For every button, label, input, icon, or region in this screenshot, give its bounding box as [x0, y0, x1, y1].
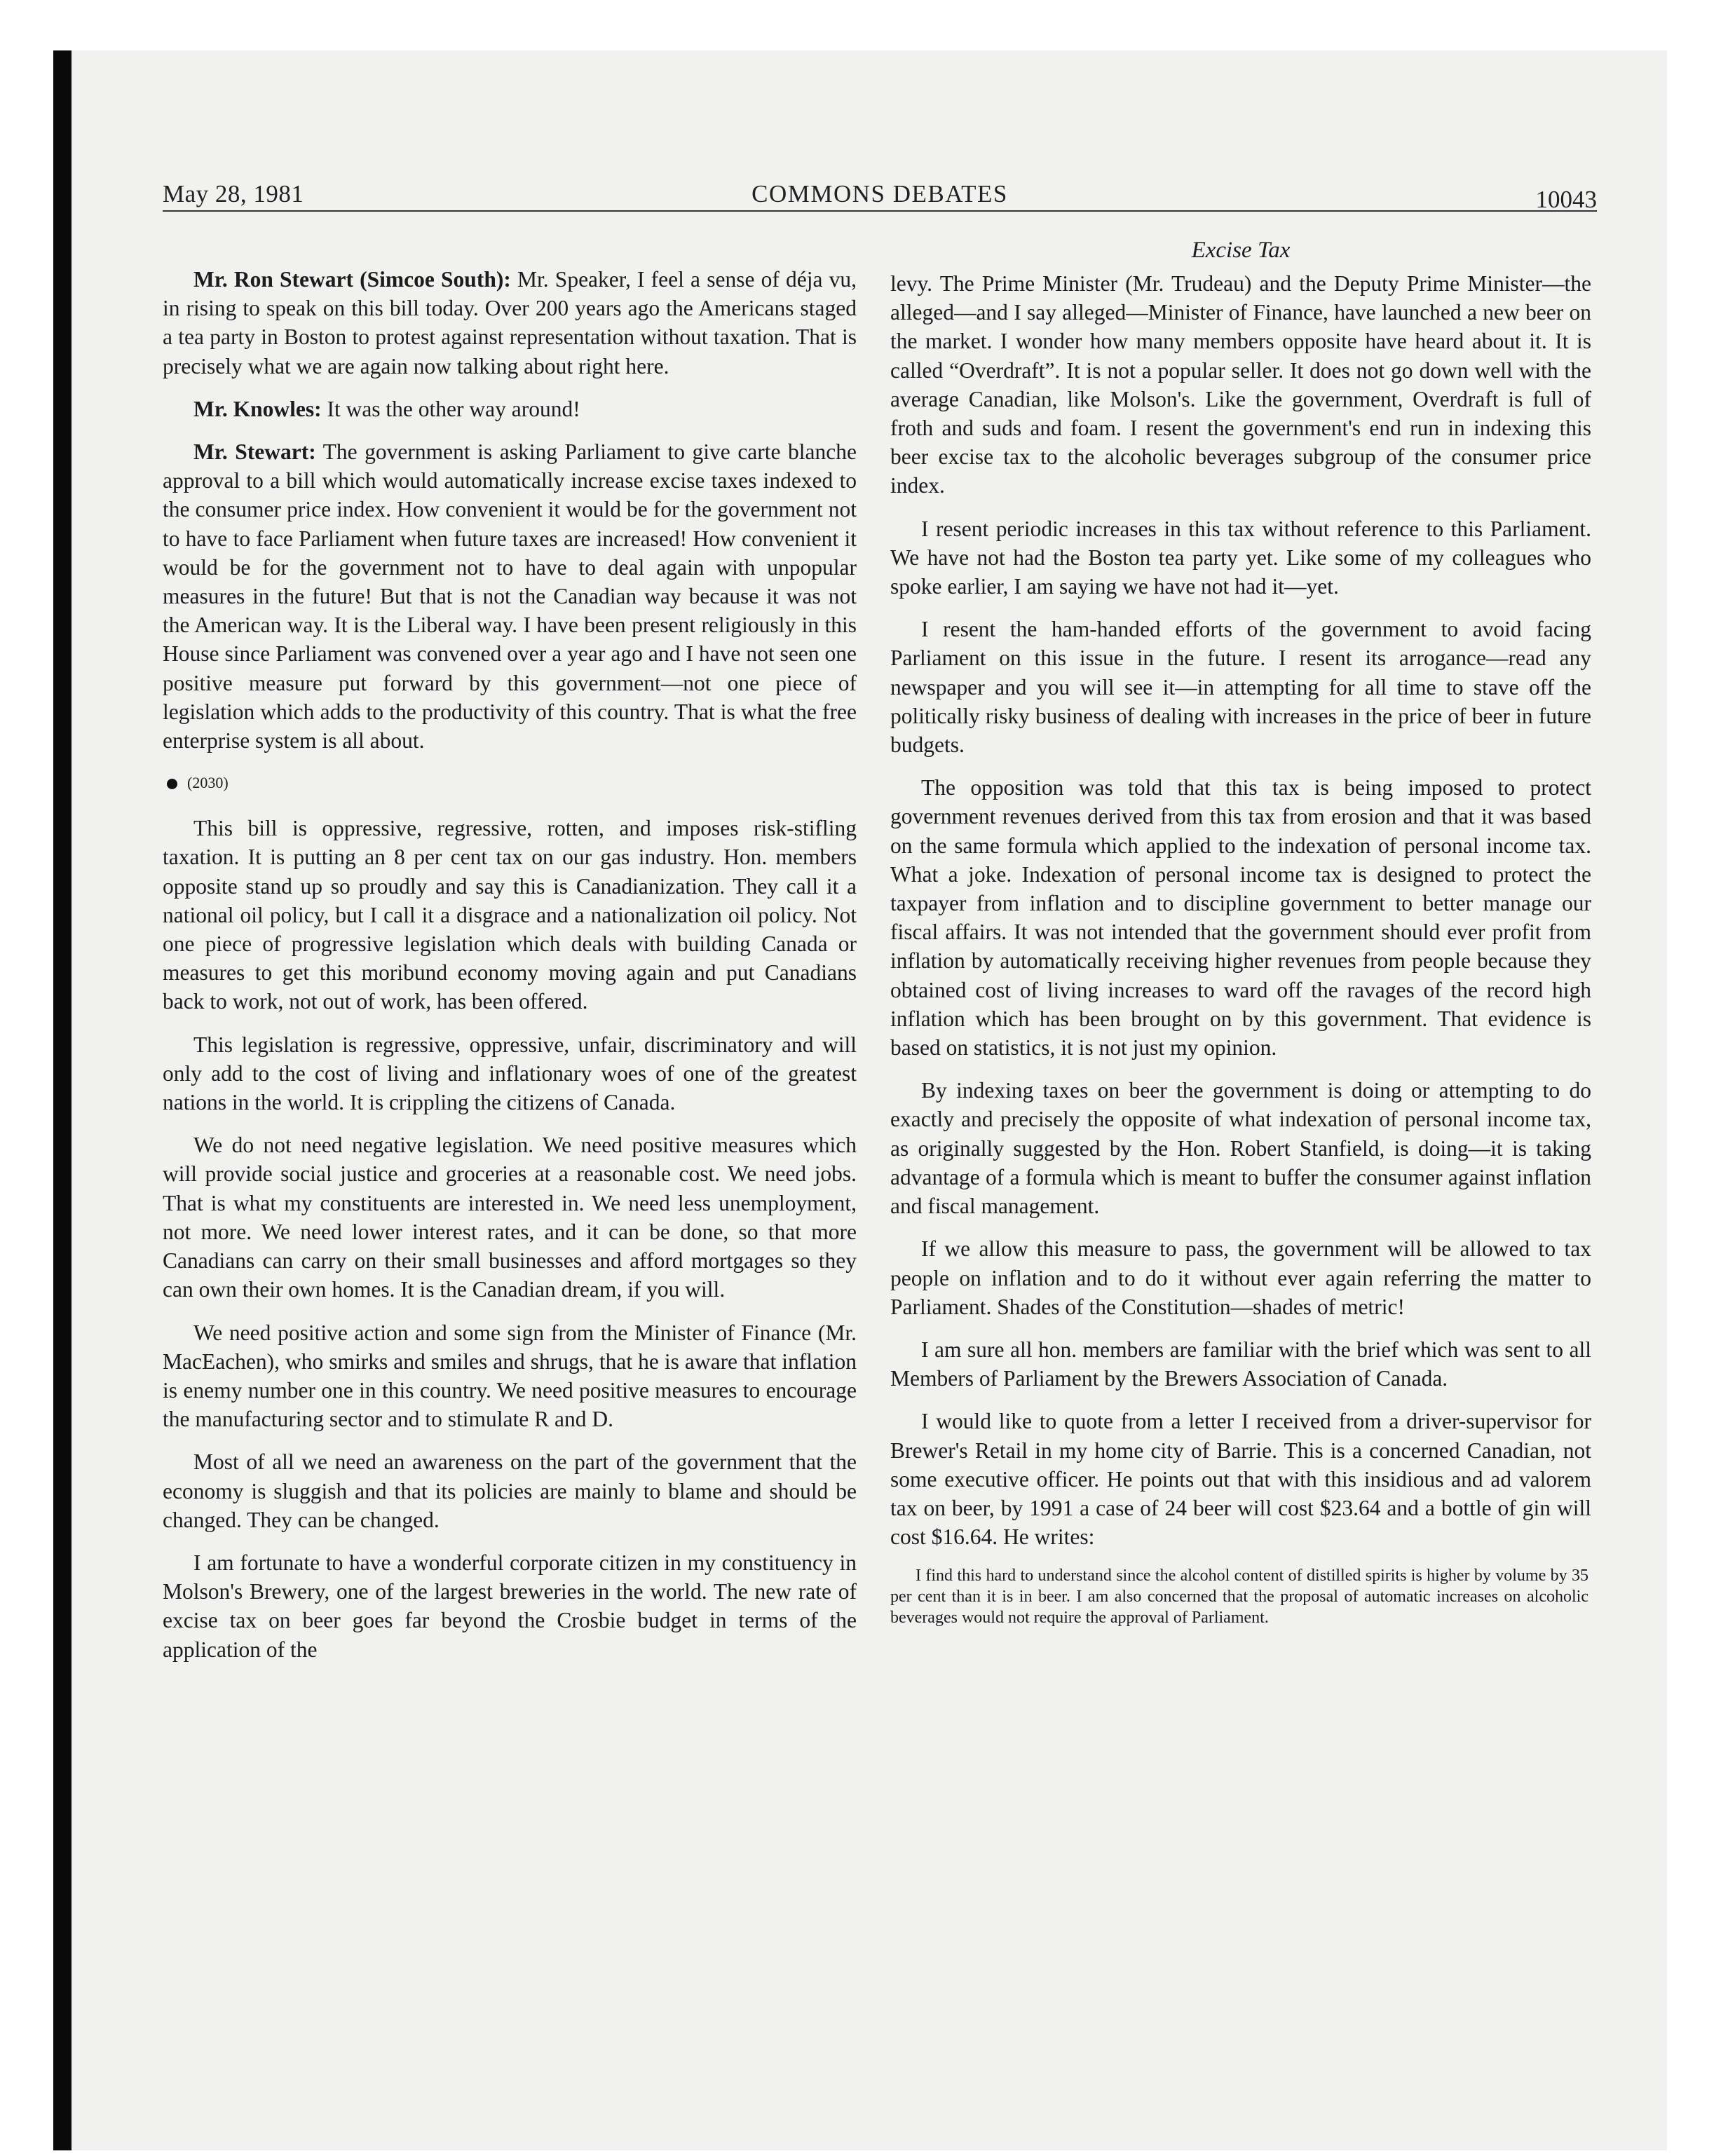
paragraph: Most of all we need an awareness on the part of the government that the economy is sluggish and that its policies are mainly to blame and should be changed. They can be changed. — [163, 1449, 857, 1532]
header-page-number: 10043 — [1535, 186, 1597, 213]
paragraph: The opposition was told that this tax is being imposed to protect government revenues derived from this tax from erosion and that it was based on the same formula which applied to the indexation of personal income tax. What a joke. Indexation of personal income tax is designed to protect the taxpayer from inflation and to discipline government to better manage our fiscal affairs. It was not intended that the government should ever profit from inflation by automatically receiving higher revenues from people because they obtained cost of living increases to ward off the ravages of the record high inflation which has been brought on by this government. That evidence is based on statistics, it is not just my opinion. — [890, 775, 1591, 1060]
right-column — [890, 236, 1591, 1628]
speaker-name: Mr. Stewart: — [193, 439, 316, 465]
paragraph: This bill is oppressive, regressive, rotten, and imposes risk-stifling taxation. It is putting an 8 per cent tax on our gas industry. Hon. members opposite stand up so proudly and say this is Canadianization. They call it a national oil policy, but I call it a disgrace and a nationalization oil policy. Not one piece of progressive legislation which deals with building Canada or measures to get this moribund economy moving again and put Canadians back to work, not out of work, has been offered. — [163, 816, 857, 1014]
paragraph: This legislation is regressive, oppressive, unfair, discriminatory and will only add to the cost of living and inflationary woes of one of the greatest nations in the world. It is crippling the citizens of Canada. — [163, 1032, 857, 1115]
time-marker-text: (2030) — [187, 774, 229, 792]
paragraph-stewart-opening — [163, 265, 857, 381]
paragraph-knowles-interjection — [163, 395, 857, 423]
speaker-name: Mr. Knowles: — [193, 396, 322, 421]
speaker-name: Mr. Ron Stewart (Simcoe South): — [193, 267, 511, 292]
running-header — [163, 177, 1597, 212]
section-title: Excise Tax — [1191, 238, 1291, 263]
paragraph-continued: levy. The Prime Minister (Mr. Trudeau) and the Deputy Prime Minister—the alleged—and I say alleged—Minister of Finance, have launched a new beer on the market. I wonder how many members opposite have heard about it. It is called “Overdraft”. It is not a popular seller. It does not go down well with the average Canadian, like Molson's. Like the government, Overdraft is full of froth and suds and foam. I resent the government's end run in indexing this beer excise tax to the alcoholic beverages subgroup of the consumer price index. — [890, 271, 1591, 498]
speech-text: It was the other way around! — [327, 396, 580, 421]
paragraph: I resent periodic increases in this tax without reference to this Parliament. We have not had the Boston tea party yet. Like some of my colleagues who spoke earlier, I am saying we have not had it—yet. — [890, 516, 1591, 599]
paragraph: We need positive action and some sign from the Minister of Finance (Mr. MacEachen), who smirks and smiles and shrugs, that he is aware that inflation is enemy number one in this country. We need positive measures to encourage the manufacturing sector and to stimulate R and D. — [163, 1320, 857, 1432]
paragraph: I am fortunate to have a wonderful corporate citizen in my constituency in Molson's Brewery, one of the largest breweries in the world. The new rate of excise tax on beer goes far beyond the Crosbie budget in terms of the application of the — [163, 1550, 857, 1662]
paragraph: I would like to quote from a letter I received from a driver-supervisor for Brewer's Retail in my home city of Barrie. This is a concerned Canadian, not some executive officer. He points out that with this insidious and ad valorem tax on beer, by 1991 a case of 24 beer will cost $23.64 and a bottle of gin will cost $16.64. He writes: — [890, 1409, 1591, 1550]
speech-text: Mr. Speaker, I feel a sense of déja vu, in rising to speak on this bill today. Over 200 years ago the Americans staged a tea party in Boston to protest against representation without taxation. That is precisely what we are again now talking about right here. — [163, 267, 857, 378]
left-column — [163, 265, 857, 1678]
paragraph: I resent the ham-handed efforts of the government to avoid facing Parliament on this issue in the future. I resent its arrogance—read any newspaper and you will see it—in attempting for all time to stave off the politically risky business of dealing with increases in the price of beer in future budgets. — [890, 617, 1591, 758]
time-marker — [163, 769, 857, 797]
header-publication: COMMONS DEBATES — [751, 180, 1008, 207]
paragraph: We do not need negative legislation. We need positive measures which will provide social justice and groceries at a reasonable cost. We need jobs. That is what my constituents are interested in. We need less unemployment, not more. We need lower interest rates, and it can be done, so that more Canadians can carry on their small businesses and afford mortgages so they can own their own homes. It is the Canadian dream, if you will. — [163, 1133, 857, 1302]
letter-quote: I find this hard to understand since the alcohol content of distilled spirits is higher by volume by 35 per cent than it is in beer. I am also concerned that the proposal of automatic increases on alcoholic beverages would not require the approval of Parliament. — [890, 1567, 1588, 1628]
bullet-icon — [167, 779, 177, 789]
scan-edge-shadow — [53, 50, 72, 2150]
header-rule — [163, 210, 1597, 212]
speech-text: The government is asking Parliament to give carte blanche approval to a bill which would automatically increase excise taxes indexed to the consumer price index. How convenient it would be for the government not to have to face Parliament when future taxes are increased! How convenient it would be for the government not to have to deal again with unpopular measures in the future! But that is not the Canadian way because it was not the American way. It is the Liberal way. I have been present religiously in this House since Parliament was convened over a year ago and I have not seen one positive measure put forward by this government—not one piece of legislation which adds to the productivity of this country. That is what the free enterprise system is all about. — [163, 439, 857, 753]
paragraph: I am sure all hon. members are familiar with the brief which was sent to all Members of Parliament by the Brewers Association of Canada. — [890, 1337, 1591, 1391]
paragraph: If we allow this measure to pass, the government will be allowed to tax people on inflation and to do it without ever again referring the matter to Parliament. Shades of the Constitution—shades of metric! — [890, 1236, 1591, 1319]
paragraph-stewart-reply — [163, 437, 857, 755]
paragraph: By indexing taxes on beer the government is doing or attempting to do exactly and precisely the opposite of what indexation of personal income tax, as originally suggested by the Hon. Robert Stanfield, is doing—it is taking advantage of a formula which is meant to buffer the consumer against inflation and fiscal management. — [890, 1078, 1591, 1219]
header-date: May 28, 1981 — [163, 180, 304, 207]
